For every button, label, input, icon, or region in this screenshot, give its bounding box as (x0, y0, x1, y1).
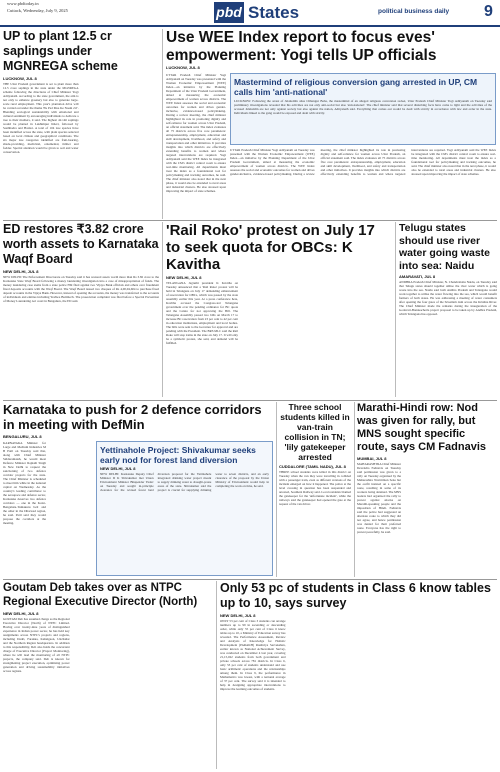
headline: Three school students killed in van-train collision in TN; 'lily gatekeeper arrested (280, 402, 350, 462)
wee-sidebar-box (230, 73, 496, 145)
divider (216, 581, 217, 769)
masthead (0, 0, 500, 27)
dateline: AMARAVATI, JUL 8 (399, 274, 436, 279)
headline: 'Rail Roko' protest on July 17 to seek quota for OBCs: K Kavitha (166, 222, 375, 273)
dateline: NEW DELHI, JUL 8 (3, 611, 39, 616)
story-van-train-collision (279, 402, 351, 577)
dateline: NEW DELHI, JUL 8 (166, 275, 202, 280)
story-waqf (3, 222, 159, 398)
section-title: States (248, 3, 300, 22)
story-naidu (399, 222, 497, 398)
body: TELANGANA Jagruthi president K Kavitha on Tuesday announced that a 'Rail Roko' protest will be held in Telangana on July 17 demanding enhancement of reservation for OBCs, which was passed by the state assembly earlier this year. At a press conference here, Kavitha accused the Congress-led Telangana government over the pending ordinance for BC quota and the Centre for not approving the Bill. The Telangana Assembly passed two bills on March 17 to increase BC reservation from 23 per cent to 42 per cent in education institutions, employment and local bodies. The bills were sent to the Governor for approval and are pending with the President. The BRS MLC said the Rail Roko will stop trains in the state on July 17. It will only be a symbolic protest, she said, and demand will be fulfilled. (166, 281, 238, 345)
body: THE Uttar Pradesh government is set to plant more than 12.5 crore saplings in the state under the MGNREGA scheme following the directions of Chief Minister Yogi Adityanath. According to the state government, the aim is not only to enhance greenery but also to generate large-scale rural employment. This year's plantation drive will be carried out under the theme 'Ek Ped Maa Ke Naam 2.0'. Blending ecological sustainability with emotional and cultural sentiment by encouraging individuals to dedicate a tree to their mothers, it said. The highest 42.146 saplings would be planted in Lakhimpur Kheri, followed by Sonbhadra and Hardoi. A total of 104 tree species have been identified across the state, with plant species selected based on local climate and geographical conditions. The six major tree categories identified are fruit-bearing, shade-providing, medicinal, ornamental, timber and fodder. Special attention would be given to soil and water conservation. (3, 82, 79, 154)
headline: Karnataka to push for 2 defence corridors in meeting with DefMin (3, 402, 262, 432)
dateline: LUCKNOW, JUL 8 (166, 65, 200, 70)
story-yettinahole (96, 441, 273, 576)
website: www.pbdtoday.in (7, 1, 39, 6)
divider (3, 220, 497, 221)
body: THREE school students were killed in this district on Tuesday when the van they were travelling in collided with a passenger train, even as different versions of the incident emerged on how it happened. The police at the level crossing in question has been suspended and arrested, Southern Railway said. Local residents blamed the gatekeeper for the 'unfortunate incident', while the railways said the gatekeeper had opened the gate at the request of the van driver. (279, 470, 351, 506)
divider (162, 29, 163, 219)
dateline: NEW DELHI, JUL 8 (100, 466, 136, 471)
divider (162, 222, 163, 397)
masthead-rule (0, 25, 500, 27)
dateline: LUCKNOW, JUL 8 (3, 76, 37, 81)
body: MAHARASHTRA Chief Minister Devendra Fadnavis on Tuesday said permission was given to a rally on Tuesday organised by the Maharashtra Navnirman Sena but the outfit insisted on a specific route, resulting in some of its workers being detained. The MNS leaders had organised the rally to protest against attacks on Marathi-speaking people and the imposition of Hindi. Fadnavis said the police had suggested an alternate route to which they did not agree, and hence permission was denied for their preferred route. Everyone has the right to protest peacefully, he said. (357, 462, 401, 534)
dateline: Cuttack, Wednesday, July 9, 2025 (7, 8, 68, 13)
headline: UP to plant 12.5 cr saplings under MGNREGA scheme (3, 29, 118, 73)
defmin-body: KARNATAKA Minister for Large and Medium Industries M B Patil on Tuesday said that, along with Chief Minister Siddaramaiah, he would meet Defence Minister Rajnath Singh in New Delhi to request the sanctioning of two defence corridor projects for the state. The Chief Minister is scheduled to meet him while in the national capital on Wednesday. As the country's leading contributor to the aerospace and defence sector, Karnataka deserves two defence corridors — one in the Kolar-Bengaluru-Tumakuru belt and the other in the Dharwad region, he said. Patil said they would propose the corridors at the meeting. (3, 441, 46, 525)
headline: Telugu states should use river water going waste into sea: Naidu (399, 222, 491, 272)
story-defence-corridors (3, 402, 273, 442)
divider (276, 402, 277, 577)
divider (3, 400, 497, 401)
headline: Marathi-Hindi row: Nod was given for rally, but MNS sought specific route, says CM Fadnavis (357, 402, 486, 453)
dateline: BENGALURU, JUL 8 (3, 434, 42, 439)
body: GOUTAM Deb has assumed charge as the Regional Executive Director (North) of NTPC Limited. Having over twenty-nine years of distinguished experience in Indian power sector, he has held key assignments across NTPC's projects and regions, including Dadri, Farakka, Kahalgaon, Unchahar and the Northern Region headquarters. In addition to this responsibility, Deb also holds the concurrent charge of Executive Director (Project Monitoring), where he will lead the monitoring of all NTPC projects, the company said. Deb is known for strengthening project execution, optimising power generation and driving sustainability initiatives across regions. (3, 617, 70, 673)
dateline: CUDDALORE (TAMIL NADU), JUL 8 (279, 464, 346, 469)
wee-body-bottom: UTTAR Pradesh Chief Minister Yogi Adityanath on Tuesday was presented with the Women Economic Empowerment (WEE) Index—an initiative by the Planning Department of the Uttar Pradesh Government, aimed at measuring the economic empowerment of women across districts. The WEE Index assesses the social and economic outcomes for women and drives gender-inclusive, evidence-based policymaking. During a review meeting, the chief minister highlighted its role in promoting dignity and self-reliance for women across Uttar Pradesh, an official statement said. The index evaluates all 75 districts across five core parameters: entrepreneurship, employment, education and skill development, livelihood, and safety and transportation and other initiatives. It provides insights into which districts are effectively extending benefits to women and where targeted interventions are required. Yogi Adityanath said the WEE Index be integrated with the CM's district control room to ensure real-time monitoring. All departments must treat the index as a foundational tool for policymaking and tracking outcomes, he said. The chief minister also noted that in the next phase, it would also be extended to rural areas and industrial clusters. He also stressed upon improving the impact of state schemes. (230, 148, 496, 176)
dateline: NEW DELHI, JUL 8 (220, 613, 256, 618)
box-body: LUCKNOW: Following the arrest of Jalaluddin alias Chhangur Baba, the mastermind of an alleged religious conversion racket, Uttar Pradesh Chief Minister Yogi Adityanath on Tuesday said preliminary investigations revealed that his activities are not only anti-social but also 'anti-national'. The chief minister said that several disturbing facts have come to light and the activities of the accused Jalaluddin are not only against society but also against the nation, Adityanath said. Everything that comes out would be dealt with strictly in accordance with law and order in the state. Individuals linked to the gang would be exposed and dealt with strictly. (234, 99, 492, 115)
body: NEW DELHI: Karnataka Deputy Chief Minister D K Shivakumar met Union Environment Minister Bhupender Yadav on Tuesday and sought in-principle clearance for the revised forest land diversion proposal for the Yettinahole integrated drinking water project meant to supply drinking water to drought-prone areas of the state. Shivakumar said the project is crucial for supplying drinking water to seven districts, and an early clearance of the proposal by the Union Ministry of Environment would help in completing the work on time, he said. (100, 472, 269, 492)
story-marathi-hindi-row (357, 402, 497, 577)
headline: Goutam Deb takes over as NTPC Regional Executive Director (North) (3, 582, 198, 608)
box-headline: Mastermind of religious conversion gang arrested in UP, CM calls him 'anti-national' (234, 77, 478, 97)
headline: ED restores ₹3.82 crore worth assets to Karnataka Waqf Board (3, 222, 159, 266)
story-ntpc (3, 581, 213, 769)
headline: Only 53 pc of students in Class 6 know tables up to 10, says survey (220, 581, 491, 610)
headline: Use WEE Index report to focus eves' empowerment: Yogi tells UP officials (166, 29, 437, 64)
body: ONLY 53 per cent of Class 3 students can arrange numbers up to 99 in ascending or descending order, while only 55 per cent of Class 6 know tables up to 10, a Ministry of Education survey has revealed. The Performance Assessment, Review and Analysis of Knowledge for Holistic Development (PARAKH) Rashtriya Sarvekshan, earlier known as National Achievement Survey, was conducted on December 4 last year, covering 21,15,022 students from both government and private schools across 781 districts. In Class 6, only 53 per cent of students understand and use basic arithmetic operations and the relationships among them. In Class 9, the performance in Mathematics was lowest, with a national average of 37 per cent. The survey said it is intended to help in designing appropriate interventions to improve the learning outcomes of students. (220, 619, 286, 691)
logo: pbd (214, 2, 244, 23)
wee-body-left: UTTAR Pradesh Chief Minister Yogi Adityanath on Tuesday was presented with the Women Economic Empowerment (WEE) Index—an initiative by the Planning Department of the Uttar Pradesh Government, aimed at measuring the economic empowerment of women across districts. The WEE Index assesses the social and economic outcomes for women and drives gender-inclusive, evidence-based policymaking. During a review meeting, the chief minister highlighted its role in promoting dignity and self-reliance for women across Uttar Pradesh, an official statement said. The index evaluates all 75 districts across five core parameters: entrepreneurship, employment, education and skill development, livelihood, and safety and transportation and other initiatives. It provides insights into which districts are effectively extending benefits to women and where targeted interventions are required. Yogi Adityanath said the WEE Index be integrated with the CM's district control room to ensure real-time monitoring. All departments must treat the index as a foundational tool for policymaking and tracking outcomes, he said. The chief minister also noted that in the next phase, it would also be extended to rural areas and industrial clusters. He also stressed upon improving the impact of state schemes. (166, 73, 226, 193)
story-saplings (3, 29, 159, 219)
divider (3, 579, 497, 580)
page-number: 9 (484, 3, 493, 20)
brand-name: political business daily (378, 8, 450, 15)
dateline: MUMBAI, JUL 8 (357, 456, 387, 461)
dateline: NEW DELHI, JUL 8 (3, 269, 39, 274)
body: NEW DELHI: The Enforcement Directorate on Tuesday said it has restored assets worth more than Rs 3.82 crore to the Karnataka State Waqf Board following a money laundering investigation into a case of misappropriation of funds. The money laundering case stems from a state police FIR filed against two Vijaya Bank officials and others over fraudulent fixed deposits accounts with the Waqf Board. The Waqf Board issued two cheques of Rs 4,00,04,604 to purchase fixed deposit accounts in the Vijaya Bank. However, instead of opening the accounts, the money was transferred to the accounts of individuals and entities including Yeshwa Buildtech. The prosecution complaint was filed before a Special Prevention of Money Laundering Act court in Bengaluru, the ED said. (3, 275, 159, 303)
divider (395, 222, 396, 397)
divider (354, 402, 355, 577)
headline: Yettinahole Project: Shivakumar seeks early nod for forest land diversion (100, 445, 256, 465)
story-rail-roko (166, 222, 392, 398)
body: ANDHRA Pradesh Chief Minister, N. Chandrababu Naidu, on Tuesday said that Telugu states should together utilise the river water which is going waste into the sea. Naidu said both Andhra Pradesh and Telangana would work together to utilise the water flowing into the sea, which would benefit farmers of both states. He was addressing a meeting of water consumers after opening the four gates of the Srisailam dam across the Krishna River. The Chief Minister made the remarks during the inauguration of the Godavari-Banakacherla project proposal to be taken up by Andhra Pradesh, which Telangana has opposed. (399, 280, 497, 316)
story-education-survey (220, 581, 497, 769)
